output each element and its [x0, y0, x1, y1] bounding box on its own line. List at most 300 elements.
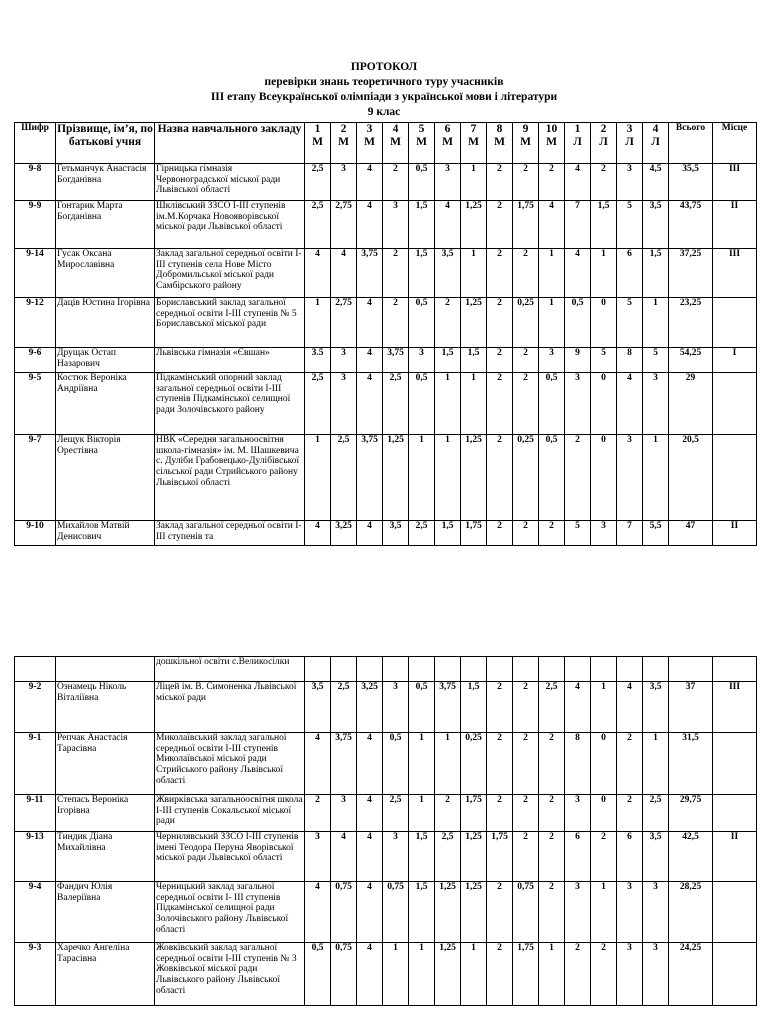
- task-score: 1,5: [435, 348, 461, 373]
- task-score: 3: [435, 164, 461, 201]
- task-score: 3: [409, 348, 435, 373]
- task-score: 4: [357, 201, 383, 249]
- table-row: [15, 795, 757, 832]
- task-type: М: [338, 136, 349, 148]
- task-score: 0,5: [539, 435, 565, 521]
- table-row: [15, 682, 757, 733]
- table-cell: [513, 657, 539, 682]
- task-number: 3: [366, 123, 373, 135]
- task-score: 3: [565, 882, 591, 943]
- task-score: 3: [565, 373, 591, 435]
- participant-code: 9-5: [15, 373, 56, 435]
- task-score: 3: [331, 164, 357, 201]
- task-score: 3,75: [331, 733, 357, 795]
- task-score: 2: [487, 682, 513, 733]
- task-score: 2,75: [331, 298, 357, 348]
- table-row: [15, 298, 757, 348]
- task-score: 2: [513, 373, 539, 435]
- header-task-1: [305, 123, 331, 164]
- task-score: 3: [331, 348, 357, 373]
- task-score: 4: [565, 164, 591, 201]
- task-number: 5: [418, 123, 425, 135]
- task-score: 1,5: [409, 201, 435, 249]
- task-score: 3: [617, 943, 643, 1006]
- task-score: 4: [357, 795, 383, 832]
- place-cell: І: [713, 348, 757, 373]
- task-score: 2: [513, 249, 539, 298]
- task-score: 3: [643, 882, 669, 943]
- school-name: Ліцей ім. В. Симоненка Львівської міської ради: [155, 682, 305, 733]
- task-score: 1,5: [591, 201, 617, 249]
- task-score: 6: [565, 832, 591, 882]
- participant-code: 9-2: [15, 682, 56, 733]
- task-score: 4: [617, 373, 643, 435]
- task-score: 2: [383, 164, 409, 201]
- school-name: Шклівський ЗЗСО І-ІІІ ступенів ім.М.Корчака Новояворівської міської ради Львівської області: [155, 201, 305, 249]
- task-score: 1: [435, 373, 461, 435]
- task-score: 6: [617, 832, 643, 882]
- task-number: 2: [600, 123, 607, 135]
- task-score: 2: [591, 943, 617, 1006]
- task-score: 2: [383, 298, 409, 348]
- task-type: Л: [625, 136, 634, 148]
- total-score: 47: [669, 521, 713, 546]
- table-cell: [56, 657, 155, 682]
- header-task-5: [409, 123, 435, 164]
- task-score: 1,75: [461, 795, 487, 832]
- task-score: 1: [643, 298, 669, 348]
- task-score: 0,25: [513, 298, 539, 348]
- task-score: 2: [487, 373, 513, 435]
- task-score: 2: [591, 164, 617, 201]
- task-score: 4: [305, 733, 331, 795]
- task-score: 1,25: [461, 832, 487, 882]
- task-score: 5: [643, 348, 669, 373]
- task-score: 4: [357, 164, 383, 201]
- task-score: 0,5: [539, 373, 565, 435]
- task-score: 3: [643, 373, 669, 435]
- table-body-page1: [15, 164, 757, 546]
- task-score: 4: [331, 249, 357, 298]
- task-number: 4: [652, 123, 659, 135]
- task-score: 2: [539, 521, 565, 546]
- task-score: 1,25: [461, 435, 487, 521]
- task-score: 2,5: [643, 795, 669, 832]
- task-score: 1: [461, 943, 487, 1006]
- table-body-page2: [15, 657, 757, 1006]
- participant-name: Гетьманчук Анастасія Богданівна: [56, 164, 155, 201]
- task-score: 3,75: [435, 682, 461, 733]
- task-score: 0,5: [409, 682, 435, 733]
- task-type: Л: [651, 136, 660, 148]
- task-score: 0: [591, 373, 617, 435]
- task-type: М: [390, 136, 401, 148]
- task-score: 2: [539, 832, 565, 882]
- task-score: 4,5: [643, 164, 669, 201]
- task-score: 3: [565, 795, 591, 832]
- task-score: 6: [617, 249, 643, 298]
- task-score: 2,5: [331, 435, 357, 521]
- task-score: 3,75: [383, 348, 409, 373]
- total-score: 23,25: [669, 298, 713, 348]
- task-score: 1: [539, 943, 565, 1006]
- task-score: 2: [305, 795, 331, 832]
- participant-code: 9-13: [15, 832, 56, 882]
- task-score: 4: [305, 249, 331, 298]
- table-row: [15, 943, 757, 1006]
- table-cell: [713, 657, 757, 682]
- task-score: 2: [487, 249, 513, 298]
- task-score: 1,25: [435, 943, 461, 1006]
- table-cell: [461, 657, 487, 682]
- task-score: 5,5: [643, 521, 669, 546]
- task-score: 4: [357, 521, 383, 546]
- place-cell: [713, 882, 757, 943]
- task-score: 1: [461, 373, 487, 435]
- place-cell: ІІ: [713, 201, 757, 249]
- table-cell: [409, 657, 435, 682]
- task-type: М: [312, 136, 323, 148]
- header-task-11: [565, 123, 591, 164]
- table-row: [15, 164, 757, 201]
- participant-name: Тиндик Діана Михайлівна: [56, 832, 155, 882]
- task-score: 3,5: [435, 249, 461, 298]
- task-score: 0,25: [461, 733, 487, 795]
- table-row: [15, 348, 757, 373]
- total-score: 43,75: [669, 201, 713, 249]
- task-score: 1: [435, 435, 461, 521]
- task-score: 2: [487, 733, 513, 795]
- table-row: [15, 882, 757, 943]
- header-task-12: [591, 123, 617, 164]
- task-score: 3,75: [357, 249, 383, 298]
- header-task-4: [383, 123, 409, 164]
- task-score: 3: [643, 943, 669, 1006]
- task-score: 2,5: [383, 373, 409, 435]
- task-score: 0: [591, 733, 617, 795]
- task-score: 3,25: [357, 682, 383, 733]
- task-score: 2: [565, 943, 591, 1006]
- task-score: 1: [409, 733, 435, 795]
- task-score: 4: [565, 682, 591, 733]
- school-name: Бориславський заклад загальної середньої освіти І-ІІІ ступенів № 5 Бориславської міської ради: [155, 298, 305, 348]
- place-cell: ІІІ: [713, 164, 757, 201]
- task-score: 4: [357, 832, 383, 882]
- school-name: Жовківський заклад загальної середньої освіти І-ІІІ ступенів № 3 Жовківської міської ради Львівського району Львівської області: [155, 943, 305, 1006]
- task-score: 1: [305, 435, 331, 521]
- task-score: 1,5: [435, 521, 461, 546]
- task-score: 8: [617, 348, 643, 373]
- task-score: 3: [617, 882, 643, 943]
- task-score: 7: [565, 201, 591, 249]
- table-cell: [643, 657, 669, 682]
- table-row: [15, 201, 757, 249]
- task-score: 2,5: [435, 832, 461, 882]
- task-score: 2: [539, 795, 565, 832]
- task-score: 2: [513, 733, 539, 795]
- task-score: 1,25: [383, 435, 409, 521]
- task-score: 2,5: [539, 682, 565, 733]
- participant-code: 9-14: [15, 249, 56, 298]
- task-score: 3: [383, 201, 409, 249]
- task-score: 0,25: [513, 435, 539, 521]
- participant-name: Костюк Вероніка Андріївна: [56, 373, 155, 435]
- task-number: 8: [496, 123, 503, 135]
- task-score: 1,25: [435, 882, 461, 943]
- task-score: 0,5: [383, 733, 409, 795]
- task-score: 1,25: [461, 298, 487, 348]
- task-score: 4: [435, 201, 461, 249]
- task-score: 2,5: [305, 201, 331, 249]
- task-score: 3,5: [643, 832, 669, 882]
- task-score: 1: [409, 943, 435, 1006]
- total-score: 20,5: [669, 435, 713, 521]
- participant-name: Ознамець Ніколь Віталіївна: [56, 682, 155, 733]
- school-continuation-cell: дошкільної освіти с.Великосілки: [155, 657, 305, 682]
- task-score: 0,5: [409, 373, 435, 435]
- task-score: 2: [565, 435, 591, 521]
- participant-code: 9-10: [15, 521, 56, 546]
- task-score: 3: [331, 373, 357, 435]
- task-score: 0: [591, 795, 617, 832]
- total-score: 31,5: [669, 733, 713, 795]
- task-score: 3: [383, 682, 409, 733]
- table-row: [15, 249, 757, 298]
- task-score: 3.5: [305, 348, 331, 373]
- table-row: [15, 521, 757, 546]
- participant-name: Фандич Юлія Валеріївна: [56, 882, 155, 943]
- table-row-continuation: [15, 657, 757, 682]
- table-header-row: [15, 123, 757, 164]
- task-score: 1,5: [409, 249, 435, 298]
- task-score: 2: [435, 795, 461, 832]
- task-score: 1,5: [409, 832, 435, 882]
- school-name: Львівська гімназія «Євшан»: [155, 348, 305, 373]
- total-score: 42,5: [669, 832, 713, 882]
- participant-name: Харечко Ангеліна Тарасівна: [56, 943, 155, 1006]
- task-score: 2: [591, 832, 617, 882]
- header-task-7: [461, 123, 487, 164]
- header-task-8: [487, 123, 513, 164]
- task-score: 1,75: [513, 943, 539, 1006]
- participant-name: Гонтарик Марта Богданівна: [56, 201, 155, 249]
- task-score: 2: [487, 521, 513, 546]
- total-score: 35,5: [669, 164, 713, 201]
- participant-name: Даців Юстина Ігорівна: [56, 298, 155, 348]
- participant-code: 9-12: [15, 298, 56, 348]
- task-score: 1,5: [643, 249, 669, 298]
- place-cell: ІІ: [713, 521, 757, 546]
- task-number: 9: [522, 123, 529, 135]
- task-score: 4: [305, 882, 331, 943]
- task-score: 5: [591, 348, 617, 373]
- participant-code: 9-3: [15, 943, 56, 1006]
- task-score: 1: [591, 882, 617, 943]
- table-cell: [435, 657, 461, 682]
- table-cell: [617, 657, 643, 682]
- total-score: 24,25: [669, 943, 713, 1006]
- task-score: 2,5: [305, 373, 331, 435]
- table-row: [15, 373, 757, 435]
- task-number: 3: [626, 123, 633, 135]
- school-name: НВК «Середня загальноосвітня школа-гімназія» ім. М. Шашкевича с. Дуліби Грабовецько-Дулібівської сільської ради Стрийського району Львівської області: [155, 435, 305, 521]
- participant-name: Лещук Вікторія Орестівна: [56, 435, 155, 521]
- header-name: Прізвище, ім’я, по батькові учня: [56, 123, 155, 164]
- header-place: Місце: [713, 123, 757, 164]
- participant-code: 9-7: [15, 435, 56, 521]
- task-type: Л: [573, 136, 582, 148]
- place-cell: ІІІ: [713, 682, 757, 733]
- task-score: 3: [331, 795, 357, 832]
- document-title: ПРОТОКОЛ: [350, 61, 418, 73]
- table-cell: [383, 657, 409, 682]
- task-score: 1: [461, 249, 487, 298]
- task-score: 2: [487, 882, 513, 943]
- task-score: 2: [539, 733, 565, 795]
- participant-name: Степась Вероніка Ігорівна: [56, 795, 155, 832]
- task-score: 2: [513, 521, 539, 546]
- place-cell: [713, 795, 757, 832]
- place-cell: [713, 435, 757, 521]
- header-task-13: [617, 123, 643, 164]
- table-cell: [15, 657, 56, 682]
- task-score: 2: [487, 201, 513, 249]
- participant-name: Гусак Оксана Мирославівна: [56, 249, 155, 298]
- task-score: 2,5: [331, 682, 357, 733]
- place-cell: ІІ: [713, 832, 757, 882]
- task-type: М: [364, 136, 375, 148]
- task-score: 8: [565, 733, 591, 795]
- task-score: 3,5: [643, 201, 669, 249]
- task-score: 4: [357, 373, 383, 435]
- header-task-10: [539, 123, 565, 164]
- task-score: 4: [357, 882, 383, 943]
- task-score: 1: [643, 435, 669, 521]
- task-score: 5: [565, 521, 591, 546]
- table-cell: [487, 657, 513, 682]
- task-score: 3: [591, 521, 617, 546]
- task-score: 4: [357, 298, 383, 348]
- task-number: 2: [340, 123, 347, 135]
- table-cell: [669, 657, 713, 682]
- results-table-page1: [14, 122, 757, 546]
- task-score: 1: [435, 733, 461, 795]
- participant-name: Михайлов Матвій Денисович: [56, 521, 155, 546]
- task-score: 0,5: [305, 943, 331, 1006]
- task-score: 4: [357, 733, 383, 795]
- task-score: 0,5: [565, 298, 591, 348]
- table-cell: [591, 657, 617, 682]
- task-score: 1,75: [487, 832, 513, 882]
- task-score: 1: [409, 435, 435, 521]
- document-subtitle: перевірки знань теоретичного туру учасників: [264, 76, 504, 88]
- task-score: 0,5: [409, 298, 435, 348]
- task-type: М: [416, 136, 427, 148]
- task-score: 2: [513, 348, 539, 373]
- task-score: 4: [331, 832, 357, 882]
- task-type: М: [442, 136, 453, 148]
- task-score: 5: [617, 298, 643, 348]
- task-score: 1,5: [461, 682, 487, 733]
- place-cell: [713, 943, 757, 1006]
- task-score: 3,75: [357, 435, 383, 521]
- document-subtitle-olympiad: ІІІ етапу Всеукраїнської олімпіади з української мови і літератури: [210, 91, 558, 103]
- task-score: 4: [357, 943, 383, 1006]
- total-score: 37,25: [669, 249, 713, 298]
- task-score: 2: [617, 795, 643, 832]
- task-score: 1,75: [461, 521, 487, 546]
- total-score: 29: [669, 373, 713, 435]
- task-score: 3,5: [383, 521, 409, 546]
- task-number: 4: [392, 123, 399, 135]
- place-cell: [713, 298, 757, 348]
- total-score: 28,25: [669, 882, 713, 943]
- task-score: 3,25: [331, 521, 357, 546]
- task-score: 2: [513, 164, 539, 201]
- task-score: 2: [513, 795, 539, 832]
- table-cell: [331, 657, 357, 682]
- task-score: 2,5: [305, 164, 331, 201]
- school-name: Миколаївський заклад загальної середньої освіти І-ІІІ ступенів Миколаївської міської ради Стрийського району Львівської області: [155, 733, 305, 795]
- task-score: 2: [539, 164, 565, 201]
- task-score: 2,5: [409, 521, 435, 546]
- task-type: М: [546, 136, 557, 148]
- school-name: Чернилявський ЗЗСО І-ІІІ ступенів імені Теодора Перуна Яворівської міської ради Львівської області: [155, 832, 305, 882]
- task-type: Л: [599, 136, 608, 148]
- school-name: Гірницька гімназія Червоноградської міської ради Львівської області: [155, 164, 305, 201]
- header-total: Всього: [669, 123, 713, 164]
- table-row: [15, 733, 757, 795]
- task-score: 3: [617, 164, 643, 201]
- table-cell: [539, 657, 565, 682]
- task-score: 5: [617, 201, 643, 249]
- task-score: 0,5: [409, 164, 435, 201]
- task-score: 7: [617, 521, 643, 546]
- place-cell: ІІІ: [713, 249, 757, 298]
- task-score: 1,5: [461, 348, 487, 373]
- task-score: 1,25: [461, 201, 487, 249]
- school-name: Заклад загальної середньої освіти І-ІІІ ступенів села Нове Місто Добромильської міської ради Самбірського району: [155, 249, 305, 298]
- task-score: 1,75: [513, 201, 539, 249]
- task-score: 3,5: [305, 682, 331, 733]
- task-score: 1: [409, 795, 435, 832]
- total-score: 37: [669, 682, 713, 733]
- participant-code: 9-8: [15, 164, 56, 201]
- task-type: М: [494, 136, 505, 148]
- task-score: 2: [487, 164, 513, 201]
- task-score: 2: [487, 348, 513, 373]
- participant-code: 9-11: [15, 795, 56, 832]
- task-score: 0: [591, 298, 617, 348]
- header-school: Назва навчального закладу: [155, 123, 305, 164]
- participant-code: 9-4: [15, 882, 56, 943]
- task-score: 1: [539, 298, 565, 348]
- school-name: Заклад загальної середньої освіти І-ІІІ ступенів та: [155, 521, 305, 546]
- task-score: 0,75: [331, 882, 357, 943]
- task-score: 4: [565, 249, 591, 298]
- table-row: [15, 832, 757, 882]
- task-score: 3,5: [643, 682, 669, 733]
- school-name: Жвирківська загальноосвітня школа І-ІІІ ступенів Сокальської міської ради: [155, 795, 305, 832]
- task-score: 2: [487, 795, 513, 832]
- task-score: 2: [435, 298, 461, 348]
- task-score: 2: [383, 249, 409, 298]
- task-score: 1: [591, 249, 617, 298]
- task-number: 7: [470, 123, 477, 135]
- task-score: 2: [513, 682, 539, 733]
- task-score: 2: [487, 435, 513, 521]
- participant-code: 9-9: [15, 201, 56, 249]
